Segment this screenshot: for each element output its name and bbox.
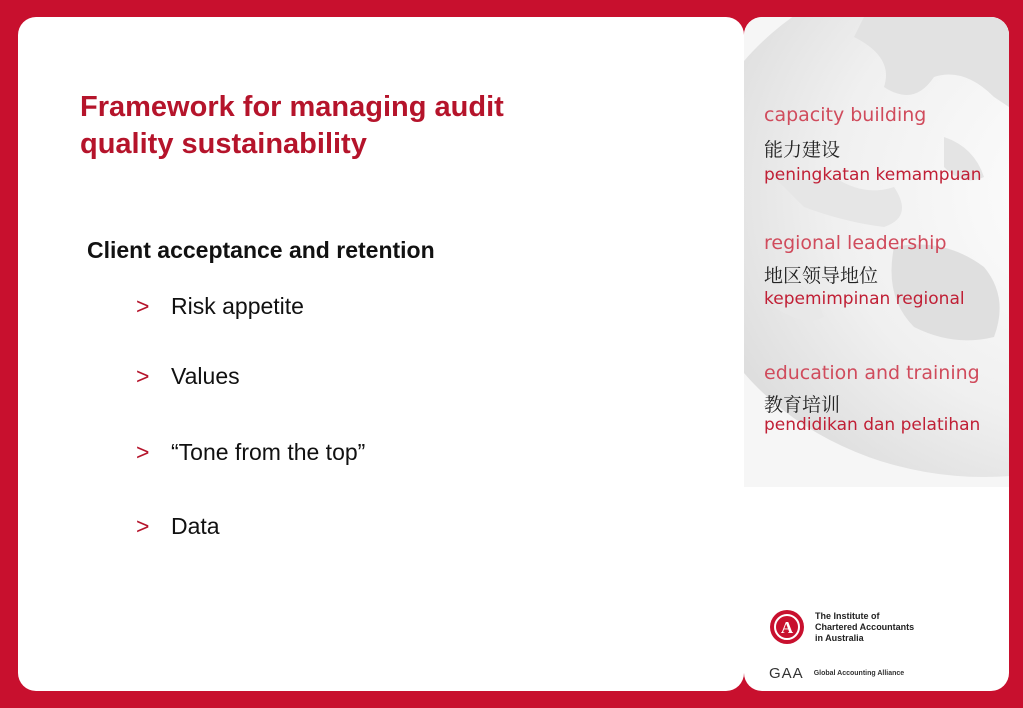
bullet-marker: >: [136, 363, 150, 389]
bullet-marker: >: [136, 513, 150, 539]
bullet-text: Values: [171, 363, 240, 389]
gaa-mark: GAA: [769, 665, 804, 682]
slide-title-line-2: quality sustainability: [80, 128, 367, 160]
theme-3-english: education and training: [764, 362, 980, 384]
main-panel: [18, 17, 744, 691]
bullet-item: [136, 363, 240, 390]
slide-title-line-1: Framework for managing audit: [80, 91, 504, 123]
bullet-item: [136, 513, 220, 540]
bullet-item: [136, 439, 365, 466]
theme-1-english: capacity building: [764, 104, 927, 126]
icaa-seal-letter: A: [780, 618, 794, 637]
icaa-name-line: in Australia: [815, 632, 864, 643]
bullet-item: [136, 293, 304, 320]
gaa-name: Global Accounting Alliance: [813, 670, 905, 677]
icaa-name-line: The Institute of: [815, 610, 880, 621]
icaa-seal-icon: [769, 609, 805, 645]
theme-2-indonesian: kepemimpinan regional: [764, 289, 965, 309]
theme-3-indonesian: pendidikan dan pelatihan: [764, 415, 981, 435]
theme-3-chinese: 教育培训: [764, 394, 841, 416]
theme-1-indonesian: peningkatan kemampuan: [764, 165, 982, 185]
bullet-marker: >: [136, 293, 150, 319]
bullet-text: “Tone from the top”: [171, 439, 366, 465]
icaa-name-line: Chartered Accountants: [815, 621, 915, 632]
icaa-name: [815, 611, 914, 644]
gaa-logo: [769, 665, 904, 682]
section-heading: Client acceptance and retention: [87, 237, 435, 263]
slide-title: [80, 89, 600, 163]
theme-2-chinese: 地区领导地位: [764, 265, 879, 287]
bullet-text: Risk appetite: [171, 293, 304, 319]
icaa-logo: [769, 609, 914, 645]
bullet-marker: >: [136, 439, 150, 465]
theme-2-english: regional leadership: [764, 232, 947, 254]
side-panel: [744, 17, 1009, 691]
theme-1-chinese: 能力建设: [764, 139, 841, 161]
bullet-text: Data: [171, 513, 220, 539]
